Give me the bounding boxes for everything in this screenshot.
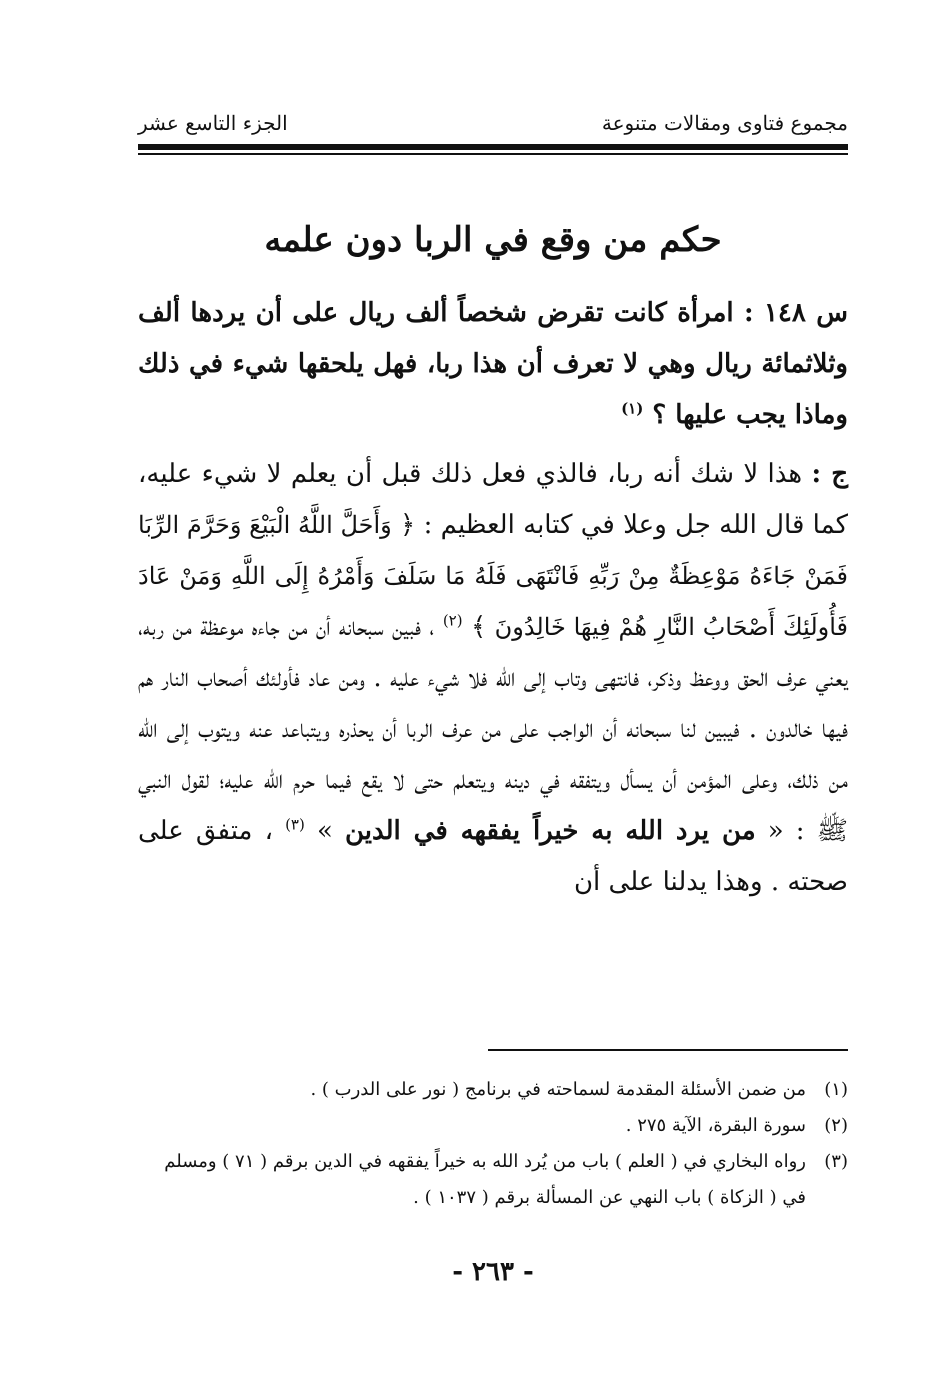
quran-close-bracket: ﴾ [470,612,487,642]
footnote-text: رواه البخاري في ( العلم ) باب من يُرد الله به خيراً يفقهه في الدين برقم ( ٧١ ) ومسلم في ( الزكاة ) باب النهي عن المسألة برقم ( ١٠٣٧ ) . [164,1151,806,1208]
question-label: س ١٤٨ : [743,298,848,328]
volume-title: الجزء التاسع عشر [138,111,288,135]
footnote-number: (١) [824,1079,848,1100]
article-title: حكم من وقع في الربا دون علمه [264,219,722,260]
header-thick-rule [138,144,848,150]
answer-intro: هذا لا شك أنه ربا، فالذي فعل ذلك قبل أن يعلم لا شيء عليه، كما قال الله جل وعلا في كتابه العظيم : [138,459,849,540]
question-paragraph [138,288,848,441]
answer-middle-text: ، فبين سبحانه أن من جاءه موعظة من ربه، يعني عرف الحق ووعظ وذكر، فانتهى وتاب إلى الله فلا شيء عليه . ومن عاد فأولئك أصحاب النار هم فيها خالدون . فيبين لنا سبحانه أن الواجب على من عرف الربا أن يحذره ويتباعد عنه ويتوب إلى الله من ذلك، وعلى المؤمن أن يسأل ويتفقه في دينه ويتعلم حتى لا يقع فيما حرم الله عليه؛ لقول النبي ﷺ : [138,612,849,846]
footnote-number: (٣) [824,1151,848,1172]
answer-paragraph [138,449,848,908]
main-text [138,288,848,908]
running-header [138,110,848,144]
footnote-number: (٢) [824,1115,848,1136]
footnote-marker-3: (٣) [285,815,305,834]
footnote-1 [138,1072,848,1108]
question-text: امرأة كانت تقرض شخصاً ألف ريال على أن يردها ألف وثلاثمائة ريال وهي لا تعرف أن هذا ربا، فهل يلحقها شيء في ذلك وماذا يجب عليها ؟ [138,298,848,430]
answer-ending: ، متفق على صحته . وهذا يدلنا على أن [138,816,848,897]
quran-verse: وَأَحَلَّ اللَّهُ الْبَيْعَ وَحَرَّمَ الرِّبَا فَمَنْ جَاءَهُ مَوْعِظَةٌ مِنْ رَبِّهِ فَانْتَهَى فَلَهُ مَا سَلَفَ وَأَمْرُهُ إِلَى اللَّهِ وَمَنْ عَادَ فَأُولَئِكَ أَصْحَابُ النَّارِ هُمْ فِيهَا خَالِدُونَ [138,511,849,641]
hadith-open-quote: « [767,816,784,846]
footnote-separator [488,1049,848,1051]
footnote-marker-2: (٢) [442,611,463,630]
hadith-close-quote: » [316,816,333,846]
footnote-2 [138,1108,848,1144]
footnotes [138,1072,848,1216]
quran-open-bracket: ﴿ [400,510,416,540]
footnote-3 [138,1144,848,1216]
hadith-text: من يرد الله به خيراً يفقهه في الدين [344,816,756,846]
book-title: مجموع فتاوى ومقالات متنوعة [601,111,848,135]
page-number: - ٢٦٣ - [452,1257,534,1287]
answer-label: ج : [811,459,848,489]
header-thin-rule [138,153,848,155]
footnote-text: سورة البقرة، الآية ٢٧٥ . [625,1115,806,1136]
footnote-marker-1: (١) [621,399,644,418]
footnote-text: من ضمن الأسئلة المقدمة لسماحته في برنامج ( نور على الدرب ) . [310,1079,806,1100]
